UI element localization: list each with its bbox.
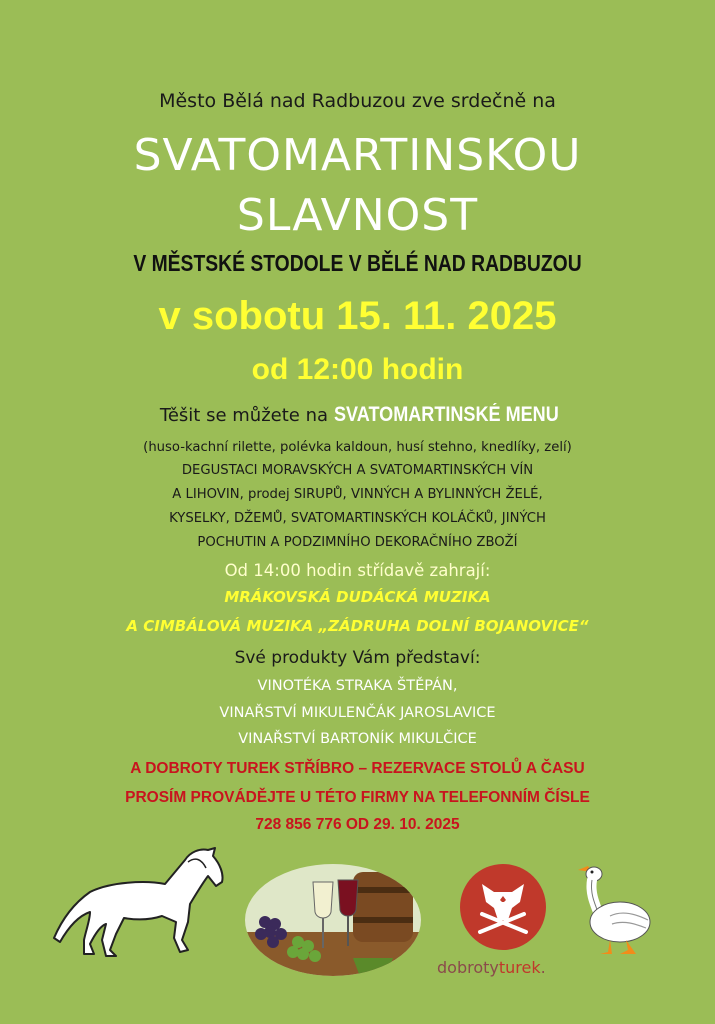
event-time: od 12:00 hodin [251,353,464,386]
offer-line: KYSELKY, DŽEMŮ, SVATOMARTINSKÝCH KOLÁČKŮ, JINÝCH [169,511,546,526]
invitation-line: Město Bělá nad Radbuzou zve srdečně na [159,90,556,112]
offer-line: POCHUTIN A PODZIMNÍHO DEKORAČNÍHO ZBOŽÍ [197,535,518,550]
menu-items: (huso-kachní rilette, polévka kaldoun, husí stehno, knedlíky, zelí) [143,440,572,455]
bull-fork-knife-logo [458,862,548,952]
band-line: MRÁKOVSKÁ DUDÁCKÁ MUZIKA [224,588,491,606]
menu-highlight: SVATOMARTINSKÉ MENU [333,403,559,426]
event-date: v sobotu 15. 11. 2025 [158,294,557,338]
music-intro: Od 14:00 hodin střídavě zahrají: [224,561,491,580]
reservation-line: PROSÍM PROVÁDĚJTE U TÉTO FIRMY NA TELEFONNÍM ČÍSLE [125,789,590,806]
wine-grapes-image [243,862,423,978]
reservation-line: 728 856 776 OD 29. 10. 2025 [255,816,460,833]
vendor-line: VINAŘSTVÍ BARTONÍK MIKULČICE [238,731,477,747]
title-line-1: SVATOMARTINSKOU [133,130,582,181]
title-line-2: SLAVNOST [236,190,479,241]
horse-icon [50,842,230,962]
goose-icon [570,862,660,958]
vendor-line: VINAŘSTVÍ MIKULENČÁK JAROSLAVICE [219,705,496,721]
vendors-intro: Své produkty Vám představí: [234,648,481,668]
menu-intro: Těšit se můžete na [159,405,334,426]
offer-line: A LIHOVIN, prodej SIRUPŮ, VINNÝCH A BYLINNÝCH ŽELÉ, [172,487,543,502]
vendor-line: VINOTÉKA STRAKA ŠTĚPÁN, [257,678,458,694]
dobroty-turek-logo-text: dobrotyturek. [437,958,546,977]
venue-line: V MĚSTSKÉ STODOLE V BĚLÉ NAD RADBUZOU [133,250,582,276]
reservation-line: A DOBROTY TUREK STŘÍBRO – REZERVACE STOLŮ A ČASU [130,760,585,777]
offer-line: DEGUSTACI MORAVSKÝCH A SVATOMARTINSKÝCH VÍN [181,463,534,478]
band-line: A CIMBÁLOVÁ MUZIKA „ZÁDRUHA DOLNÍ BOJANOVICE“ [126,617,589,635]
menu-line [0,403,715,427]
